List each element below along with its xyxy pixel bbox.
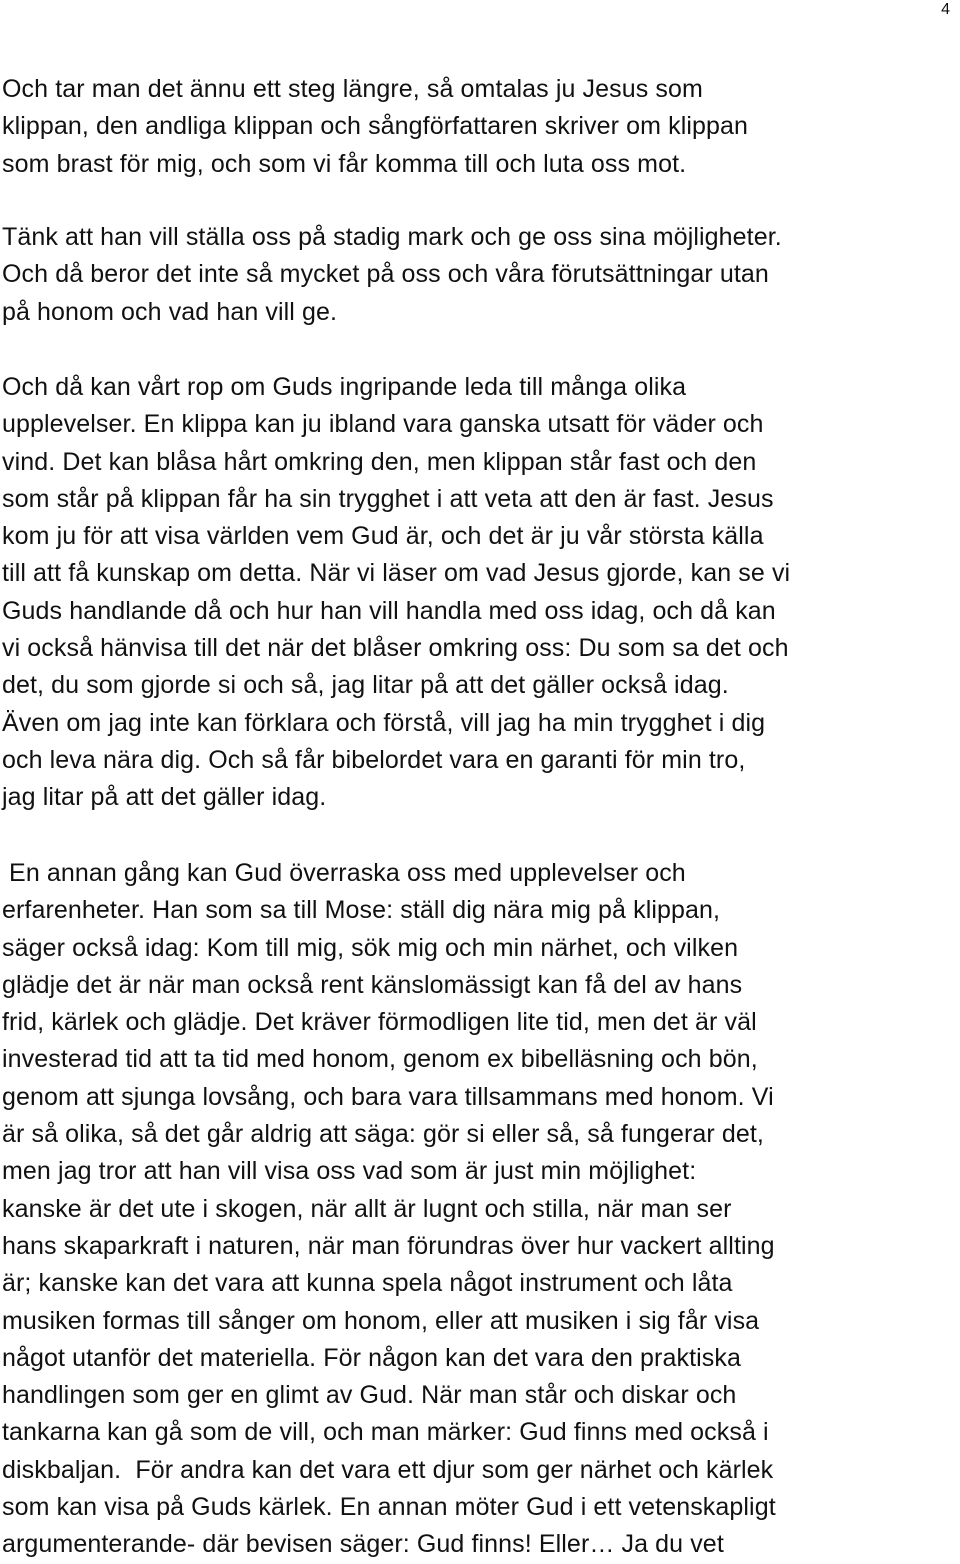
text-line: glädje det är när man också rent känslomässigt kan få del av hans xyxy=(2,970,743,999)
text-line: något utanför det materiella. För någon kan det vara den praktiska xyxy=(2,1343,741,1372)
text-line: och leva nära dig. Och så får bibelordet vara en garanti för min tro, xyxy=(2,745,746,774)
paragraph-stadig-mark xyxy=(2,219,952,331)
text-line: diskbaljan. För andra kan det vara ett djur som ger närhet och kärlek xyxy=(2,1455,774,1484)
text-line: säger också idag: Kom till mig, sök mig och min närhet, och vilken xyxy=(2,933,739,962)
text-line: En annan gång kan Gud överraska oss med upplevelser och xyxy=(2,859,686,887)
text-line: Och då kan vårt rop om Guds ingripande leda till många olika xyxy=(2,373,687,401)
text-line: frid, kärlek och glädje. Det kräver förmodligen lite tid, men det är väl xyxy=(2,1008,757,1037)
text-line: upplevelser. En klippa kan ju ibland vara ganska utsatt för väder och xyxy=(2,410,764,439)
text-line: vi också hänvisa till det när det blåser omkring oss: Du som sa det och xyxy=(2,634,789,663)
text-line: Även om jag inte kan förklara och förstå, vill jag ha min trygghet i dig xyxy=(2,708,766,737)
text-line: Guds handlande då och hur han vill handla med oss idag, och då kan xyxy=(2,596,776,625)
paragraph-overraska-oss xyxy=(2,855,952,1564)
text-line: som står på klippan får ha sin trygghet i att veta att den är fast. Jesus xyxy=(2,484,774,513)
text-line: tankarna kan gå som de vill, och man märker: Gud finns med också i xyxy=(2,1418,769,1447)
text-line: handlingen som ger en glimt av Gud. När man står och diskar och xyxy=(2,1381,737,1410)
text-line: är; kanske kan det vara att kunna spela något instrument och låta xyxy=(2,1269,733,1298)
text-line: Och tar man det ännu ett steg längre, så omtalas ju Jesus som xyxy=(2,75,703,103)
text-line: men jag tror att han vill visa oss vad som är just min möjlighet: xyxy=(2,1157,697,1186)
text-line: till att få kunskap om detta. När vi läser om vad Jesus gjorde, kan se vi xyxy=(2,559,791,588)
text-line: argumenterande- där bevisen säger: Gud finns! Eller… Ja du vet xyxy=(2,1530,724,1559)
text-line: är så olika, så det går aldrig att säga: gör si eller så, så fungerar det, xyxy=(2,1120,764,1149)
page-number: 4 xyxy=(941,1,950,18)
text-line: vind. Det kan blåsa hårt omkring den, men klippan står fast och den xyxy=(2,447,757,476)
paragraph-guds-ingripande xyxy=(2,369,952,817)
text-line: som brast för mig, och som vi får komma till och luta oss mot. xyxy=(2,149,687,178)
text-line: på honom och vad han vill ge. xyxy=(2,297,338,326)
text-line: erfarenheter. Han som sa till Mose: ställ dig nära mig på klippan, xyxy=(2,896,721,925)
text-line: investerad tid att ta tid med honom, genom ex bibelläsning och bön, xyxy=(2,1045,758,1074)
text-line: Och då beror det inte så mycket på oss och våra förutsättningar utan xyxy=(2,260,769,289)
text-line: genom att sjunga lovsång, och bara vara tillsammans med honom. Vi xyxy=(2,1082,774,1111)
text-line: kanske är det ute i skogen, när allt är lugnt och stilla, när man ser xyxy=(2,1194,732,1223)
text-line: musiken formas till sånger om honom, eller att musiken i sig får visa xyxy=(2,1306,760,1335)
text-line: Tänk att han vill ställa oss på stadig mark och ge oss sina möjligheter. xyxy=(2,223,782,251)
text-line: hans skaparkraft i naturen, när man förundras över hur vackert allting xyxy=(2,1231,775,1260)
paragraph-jesus-klippan xyxy=(2,71,952,183)
text-line: som kan visa på Guds kärlek. En annan möter Gud i ett vetenskapligt xyxy=(2,1493,776,1522)
text-line: jag litar på att det gäller idag. xyxy=(2,783,327,812)
text-line: det, du som gjorde si och så, jag litar på att det gäller också idag. xyxy=(2,671,729,700)
text-line: kom ju för att visa världen vem Gud är, och det är ju vår största källa xyxy=(2,522,764,551)
text-line: klippan, den andliga klippan och sångförfattaren skriver om klippan xyxy=(2,112,749,141)
